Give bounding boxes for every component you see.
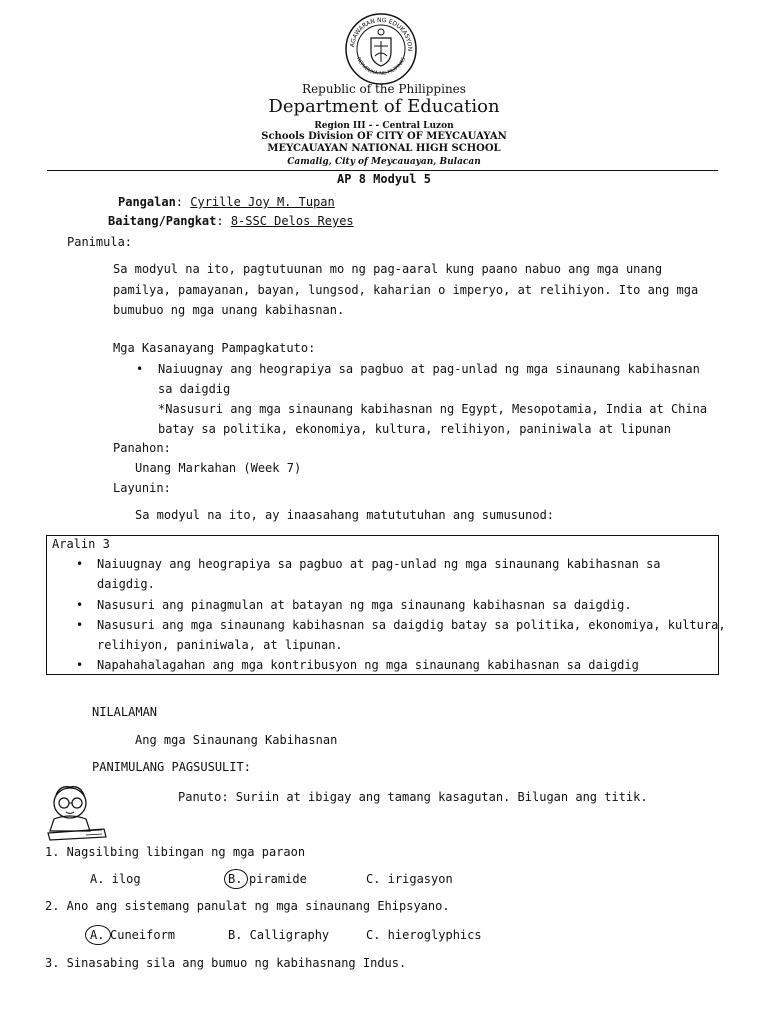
grade-value: 8-SSC Delos Reyes bbox=[230, 214, 354, 228]
header-division: Schools Division OF CITY OF MEYCAUAYAN bbox=[261, 131, 507, 142]
q2-choice-a: Cuneiform bbox=[110, 928, 176, 942]
seal-bottom-text: REPUBLIKA NG PILIPINAS bbox=[354, 56, 408, 77]
lesson-line-6: Napahahalagahan ang mga kontribusyon ng mga sinaunang kabihasnan sa daigdig bbox=[97, 658, 639, 672]
q2-choice-b: B. Calligraphy bbox=[228, 928, 330, 942]
lesson-line-5: relihiyon, paniniwala, at lipunan. bbox=[97, 638, 343, 652]
intro-line-3: bumubuo ng mga unang kabihasnan. bbox=[113, 303, 345, 317]
bullet-icon: • bbox=[136, 362, 144, 376]
content-heading: NILALAMAN bbox=[92, 705, 158, 719]
content-topic: Ang mga Sinaunang Kabihasnan bbox=[135, 733, 338, 747]
competency-line-4: batay sa politika, ekonomiya, kultura, relihiyon, paniniwala at lipunan bbox=[158, 422, 671, 436]
q1-choice-a: A. ilog bbox=[90, 872, 141, 886]
q1-choice-b: piramide bbox=[249, 872, 307, 886]
pretest-heading: PANIMULANG PAGSUSULIT: bbox=[92, 760, 251, 774]
pretest-instruction: Panuto: Suriin at ibigay ang tamang kasagutan. Bilugan ang titik. bbox=[178, 790, 648, 804]
q1-choice-c: C. irigasyon bbox=[366, 872, 453, 886]
bullet-icon: • bbox=[76, 598, 84, 612]
student-cartoon-icon bbox=[44, 783, 110, 841]
bullet-icon: • bbox=[76, 557, 84, 571]
module-title: AP 8 Modyul 5 bbox=[337, 172, 431, 186]
intro-heading: Panimula: bbox=[67, 235, 133, 249]
header-rule bbox=[47, 170, 718, 171]
period-value: Unang Markahan (Week 7) bbox=[135, 461, 302, 475]
question-3: 3. Sinasabing sila ang bumuo ng kabihasnang Indus. bbox=[45, 956, 407, 970]
intro-line-1: Sa modyul na ito, pagtutuunan mo ng pag-aaral kung paano nabuo ang mga unang bbox=[113, 262, 663, 276]
lesson-line-4: Nasusuri ang mga sinaunang kabihasnan sa daigdig batay sa politika, ekonomiya, kultura, bbox=[97, 618, 726, 632]
seal-top-text: AGAWARAN NG EDUKASYON bbox=[349, 16, 414, 52]
bullet-icon: • bbox=[76, 658, 84, 672]
objectives-heading: Layunin: bbox=[113, 481, 171, 495]
student-grade-row: Baitang/Pangkat: 8-SSC Delos Reyes bbox=[108, 214, 354, 228]
lesson-line-3: Nasusuri ang pinagmulan at batayan ng mga sinaunang kabihasnan sa daigdig. bbox=[97, 598, 632, 612]
lesson-title: Aralin 3 bbox=[52, 537, 110, 551]
q1-choice-b-letter: B. bbox=[228, 872, 243, 886]
intro-line-2: pamilya, pamayanan, bayan, lungsod, kaharian o imperyo, at relihiyon. Ito ang mga bbox=[113, 283, 699, 297]
header-school: MEYCAUAYAN NATIONAL HIGH SCHOOL bbox=[267, 143, 501, 154]
name-value: Cyrille Joy M. Tupan bbox=[190, 195, 335, 209]
header-address: Camalig, City of Meycauayan, Bulacan bbox=[287, 157, 481, 167]
header-region: Region III - - Central Luzon bbox=[314, 121, 454, 131]
bullet-icon: • bbox=[76, 618, 84, 632]
name-label: Pangalan bbox=[118, 195, 176, 209]
competency-line-3: *Nasusuri ang mga sinaunang kabihasnan ng Egypt, Mesopotamia, India at China bbox=[158, 402, 708, 416]
question-2: 2. Ano ang sistemang panulat ng mga sinaunang Ehipsyano. bbox=[45, 899, 450, 913]
q2-choice-c: C. hieroglyphics bbox=[366, 928, 482, 942]
competency-line-2: sa daigdig bbox=[158, 382, 231, 396]
q2-choice-a-letter: A. bbox=[90, 928, 105, 942]
competency-line-1: Naiuugnay ang heograpiya sa pagbuo at pag-unlad ng mga sinaunang kabihasnan bbox=[158, 362, 700, 376]
period-heading: Panahon: bbox=[113, 441, 171, 455]
lesson-line-1: Naiuugnay ang heograpiya sa pagbuo at pag-unlad ng mga sinaunang kabihasnan sa bbox=[97, 557, 661, 571]
grade-label: Baitang/Pangkat bbox=[108, 214, 217, 228]
deped-seal bbox=[344, 12, 418, 86]
question-1: 1. Nagsilbing libingan ng mga paraon bbox=[45, 845, 306, 859]
header-republic: Republic of the Philippines bbox=[302, 82, 466, 96]
lesson-line-2: daigdig. bbox=[97, 577, 155, 591]
competencies-heading: Mga Kasanayang Pampagkatuto: bbox=[113, 341, 316, 355]
objectives-intro: Sa modyul na ito, ay inaasahang matututuhan ang sumusunod: bbox=[135, 508, 555, 522]
student-name-row: Pangalan: Cyrille Joy M. Tupan bbox=[118, 195, 335, 209]
header-department: Department of Education bbox=[268, 96, 500, 117]
